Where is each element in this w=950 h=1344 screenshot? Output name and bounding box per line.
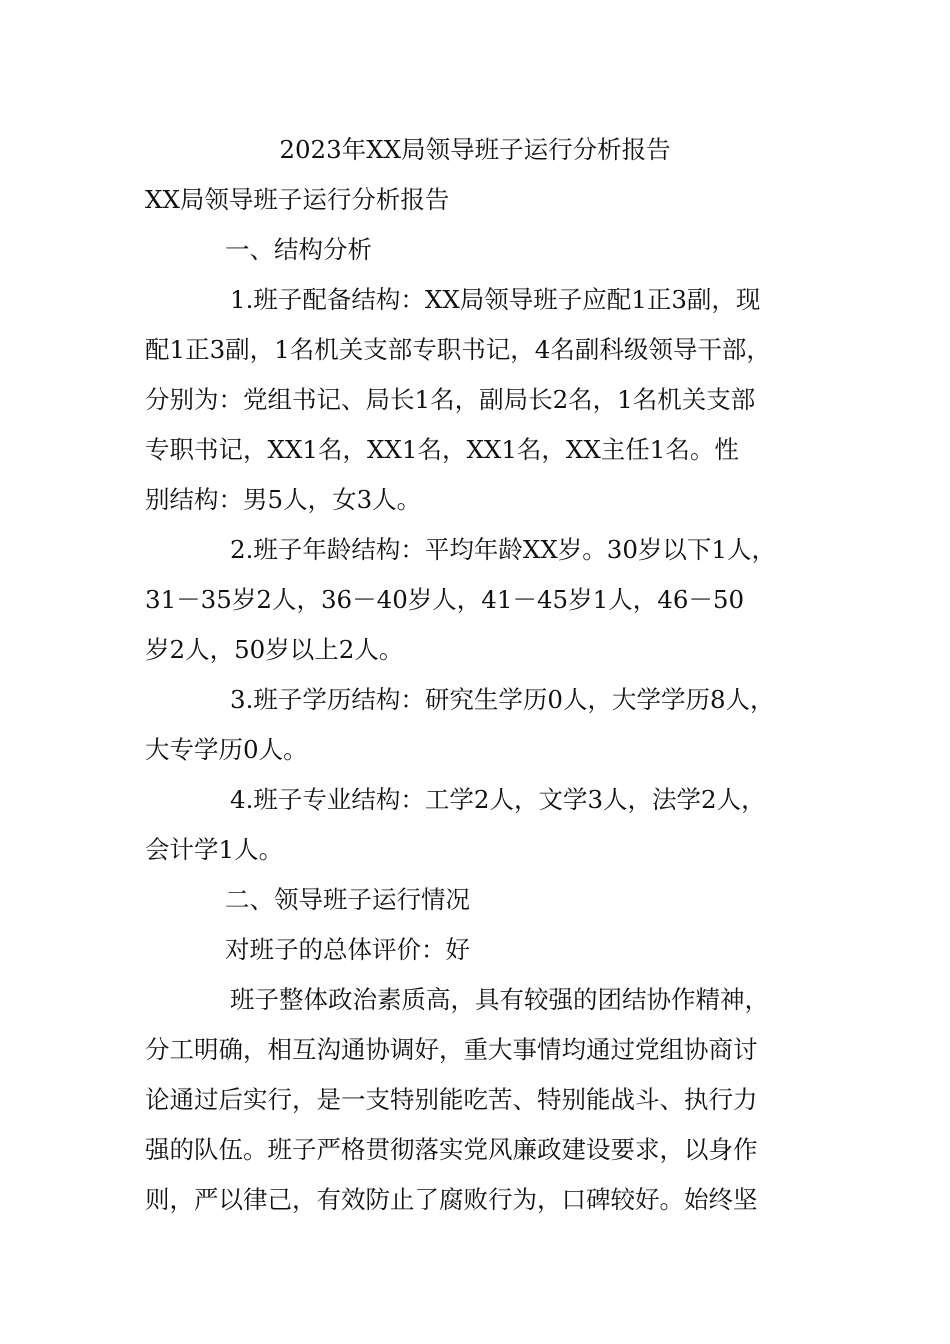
section-heading-structure: 一、结构分析 bbox=[225, 235, 372, 264]
paragraph-line: 31－35岁2人，36－40岁人，41－45岁1人，46－50 bbox=[145, 585, 745, 614]
paragraph-line: 配1正3副，1名机关支部专职书记，4名副科级领导干部， bbox=[145, 335, 771, 364]
paragraph-line: 1.班子配备结构：XX局领导班子应配1正3副，现 bbox=[230, 285, 761, 314]
paragraph-line: 岁2人，50岁以上2人。 bbox=[145, 635, 404, 664]
paragraph-line: 4.班子专业结构：工学2人，文学3人，法学2人， bbox=[230, 785, 766, 814]
overall-evaluation: 对班子的总体评价：好 bbox=[225, 935, 470, 964]
paragraph-line: 别结构：男5人，女3人。 bbox=[145, 485, 422, 514]
paragraph-line: 会计学1人。 bbox=[145, 835, 284, 864]
paragraph-line: 3.班子学历结构：研究生学历0人，大学学历8人， bbox=[230, 685, 775, 714]
paragraph-line: 则，严以律己，有效防止了腐败行为，口碑较好。始终坚 bbox=[145, 1185, 758, 1214]
paragraph-line: 分别为：党组书记、局长1名，副局长2名，1名机关支部 bbox=[145, 385, 756, 414]
document-subtitle: XX局领导班子运行分析报告 bbox=[145, 185, 450, 214]
paragraph-line: 班子整体政治素质高，具有较强的团结协作精神， bbox=[230, 985, 769, 1014]
paragraph-line: 大专学历0人。 bbox=[145, 735, 308, 764]
paragraph-line: 强的队伍。班子严格贯彻落实党风廉政建设要求，以身作 bbox=[145, 1135, 758, 1164]
paragraph-line: 论通过后实行，是一支特别能吃苦、特别能战斗、执行力 bbox=[145, 1085, 758, 1114]
paragraph-line: 2.班子年龄结构：平均年龄XX岁。30岁以下1人， bbox=[230, 535, 777, 564]
paragraph-line: 专职书记，XX1名，XX1名，XX1名，XX主任1名。性 bbox=[145, 435, 739, 464]
document-title: 2023年XX局领导班子运行分析报告 bbox=[279, 135, 671, 164]
paragraph-line: 分工明确，相互沟通协调好，重大事情均通过党组协商讨 bbox=[145, 1035, 758, 1064]
section-heading-operation: 二、领导班子运行情况 bbox=[225, 885, 470, 914]
